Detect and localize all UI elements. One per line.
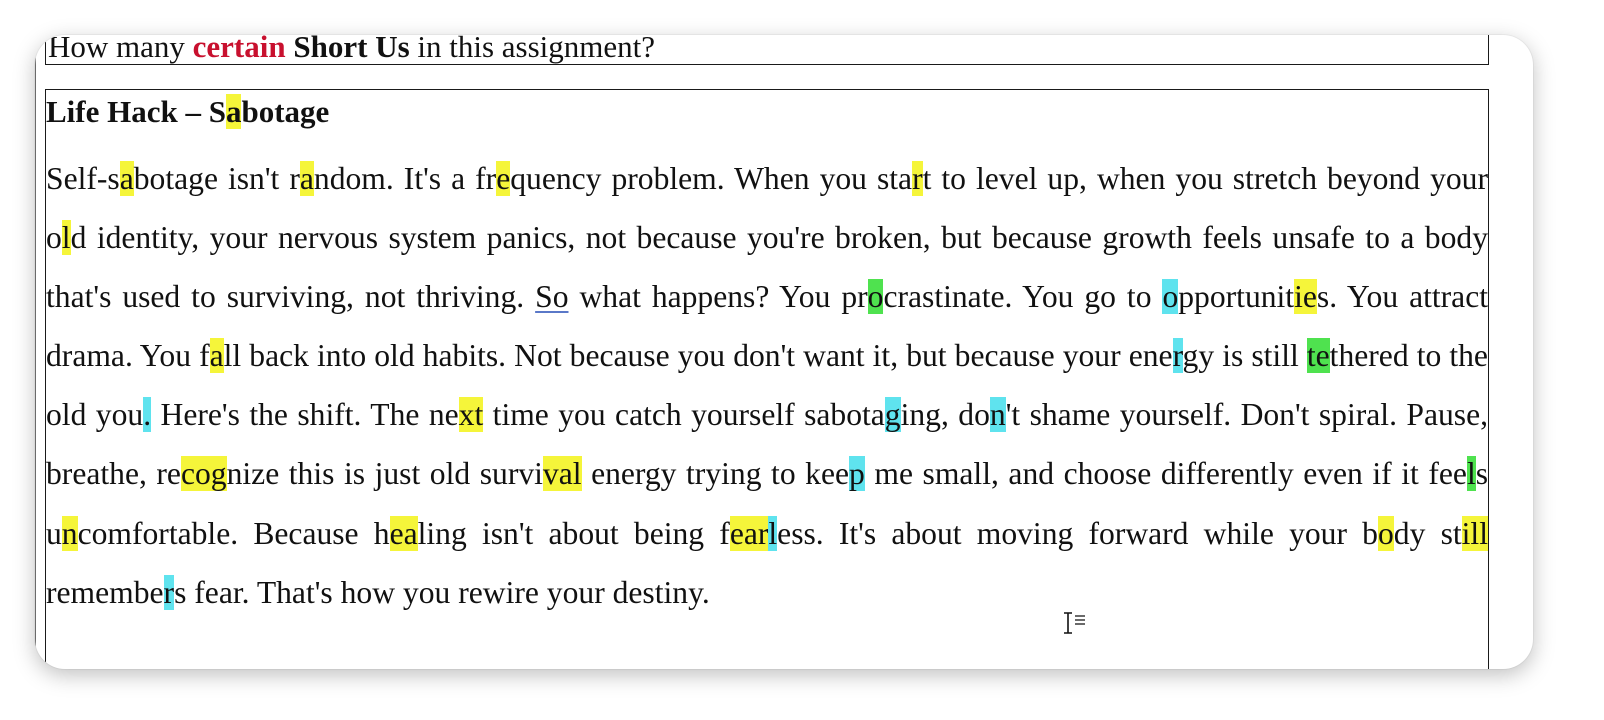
- body-segment: botage isn't r: [133, 161, 300, 196]
- heading-segment: Life Hack – S: [46, 94, 226, 129]
- body-segment: a: [209, 338, 224, 374]
- body-segment: Here's the shift. The ne: [151, 397, 459, 433]
- body-segment: cog: [180, 456, 227, 492]
- body-segment: thered to the old you: [46, 338, 1488, 433]
- body-segment: ie: [1294, 279, 1317, 315]
- body-segment: t to level up, when you stretch beyond your o: [46, 161, 1488, 256]
- body-segment: Self-s: [46, 161, 120, 196]
- body-segment: dy st: [1393, 515, 1462, 551]
- body-segment: what happens? You pr: [568, 279, 868, 315]
- body-segment: g: [884, 397, 901, 433]
- body-segment: a: [119, 161, 134, 196]
- body-segment: s fear. That's how you rewire your destiny.: [174, 574, 710, 610]
- heading-segment: botage: [241, 94, 330, 129]
- body-segment: a: [299, 161, 314, 196]
- body-segment: n: [989, 397, 1006, 433]
- body-segment: crastinate. You go to: [883, 279, 1163, 315]
- body-segment: s. You attract drama. You f: [46, 279, 1488, 374]
- body-segment: nize this is just old survi: [226, 456, 543, 492]
- body-segment: val: [542, 456, 582, 492]
- body-segment: .: [143, 397, 152, 433]
- body-segment: r: [1172, 338, 1183, 374]
- page-edge: [35, 35, 36, 669]
- body-segment: gy is still: [1182, 338, 1307, 374]
- body-segment: p: [849, 456, 865, 492]
- body-segment: me small, and choose differently even if it fee: [864, 456, 1467, 492]
- body-segment: time you catch yourself sabota: [483, 397, 885, 433]
- body-segment: ess. It's about moving forward while your b: [777, 515, 1378, 551]
- question-red-word: certain: [192, 35, 286, 64]
- body-segment: ill: [1461, 515, 1488, 551]
- body-segment: r: [912, 161, 923, 196]
- question-bold-words: Short Us: [293, 35, 410, 64]
- body-segment: energy trying to kee: [581, 456, 850, 492]
- body-segment: s u: [46, 456, 1489, 551]
- body-segment: ling isn't about being f: [417, 515, 730, 551]
- question-after: in this assignment?: [409, 35, 656, 64]
- body-segment: te: [1306, 338, 1330, 374]
- body-segment: r: [163, 574, 175, 610]
- section-body-paragraph[interactable]: [46, 149, 1488, 622]
- body-segment: e: [496, 161, 511, 196]
- body-segment: o: [1162, 279, 1179, 315]
- body-segment: quency problem. When you sta: [510, 161, 913, 196]
- body-segment: ea: [389, 515, 418, 551]
- section-heading: [46, 94, 329, 130]
- heading-segment: a: [225, 94, 242, 129]
- body-segment: ing, do: [900, 397, 990, 433]
- body-segment: d identity, your nervous system panics, not because you're broken, but because growth feels unsafe to a body that's used to surviving, not thriving.: [46, 220, 1488, 315]
- text-cursor-icon: [1061, 611, 1089, 637]
- question-before: How many: [48, 35, 193, 64]
- body-segment: comfortable. Because h: [77, 515, 390, 551]
- body-segment: ear: [729, 515, 769, 551]
- spellcheck-underlined-word: So: [535, 279, 569, 315]
- body-segment: xt: [458, 397, 484, 433]
- question-table-cell[interactable]: [45, 35, 1489, 65]
- body-segment: ndom. It's a fr: [313, 161, 497, 196]
- question-text: [48, 35, 655, 67]
- body-segment: l: [61, 220, 71, 256]
- body-segment: o: [1377, 515, 1394, 551]
- body-segment: l: [768, 515, 778, 551]
- body-segment: pportunit: [1178, 279, 1295, 315]
- body-segment: n: [61, 515, 78, 551]
- life-hack-table-cell[interactable]: [45, 89, 1489, 669]
- body-segment: 't shame yourself. Don't spiral. Pause, breathe, re: [46, 397, 1489, 492]
- document-window: [35, 35, 1533, 669]
- body-segment: l: [1466, 456, 1476, 492]
- body-segment: ll back into old habits. Not because you don't want it, but because your ene: [223, 338, 1173, 374]
- body-segment: remembe: [46, 574, 164, 610]
- body-segment: o: [867, 279, 884, 315]
